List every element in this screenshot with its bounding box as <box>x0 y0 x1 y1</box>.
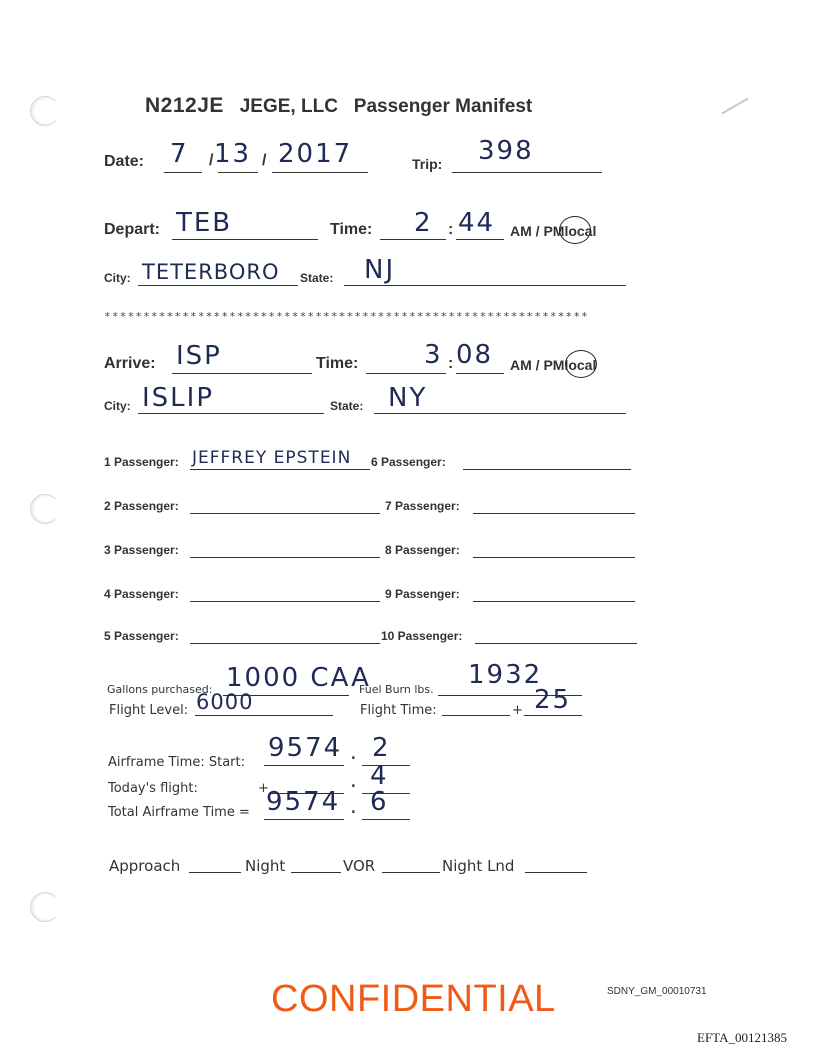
depart-local: local <box>564 223 597 239</box>
passenger-5-label: 5 Passenger: <box>104 629 179 643</box>
depart-label: Depart: <box>104 221 161 238</box>
arrive-state-line <box>374 413 626 414</box>
total-airframe-line <box>264 819 344 820</box>
aircraft-registration: N212JE <box>145 94 224 117</box>
date-sep-2: / <box>262 152 267 169</box>
company-name: JEGE, LLC <box>239 96 338 117</box>
efta-number: EFTA_00121385 <box>697 1030 787 1045</box>
passenger-10-label: 10 Passenger: <box>381 629 463 643</box>
arrive-minute: 08 <box>456 340 494 370</box>
binder-hole-bottom <box>30 892 60 922</box>
vor-line <box>382 872 440 873</box>
depart-minute-line <box>456 239 504 240</box>
flight-level-label: Flight Level: <box>109 703 189 718</box>
trip-label: Trip: <box>412 156 443 172</box>
airframe-start-line <box>264 765 344 766</box>
todays-flight-dot: . <box>350 768 358 792</box>
date-month-line <box>164 172 202 173</box>
arrive-city-line <box>138 413 324 414</box>
trip-number: 398 <box>478 136 534 166</box>
airframe-start-dot: . <box>350 740 358 764</box>
passenger-6-line <box>463 469 631 470</box>
total-airframe-whole: 9574 <box>266 787 341 817</box>
depart-minute: 44 <box>458 208 496 238</box>
depart-pm: PM <box>543 223 565 239</box>
arrive-state-label: State: <box>330 399 364 413</box>
airframe-start-label: Airframe Time: Start: <box>108 755 245 770</box>
section-separator: ************************************************************** <box>104 310 589 323</box>
approach-label: Approach <box>109 857 181 875</box>
date-sep-1: / <box>209 152 214 169</box>
airframe-start-whole: 9574 <box>268 733 343 763</box>
arrive-city-label: City: <box>104 399 131 413</box>
passenger-7-line <box>473 513 635 514</box>
depart-am: AM / <box>510 223 540 239</box>
night-lnd-label: Night Lnd <box>442 857 515 875</box>
depart-hour-line <box>380 239 446 240</box>
passenger-3-line <box>190 557 380 558</box>
passenger-7-label: 7 Passenger: <box>385 499 460 513</box>
smudge-mark <box>722 98 749 115</box>
trip-line <box>452 172 602 173</box>
gallons-purchased-value: 1000 CAA <box>226 663 371 693</box>
total-airframe-tenth: 6 <box>370 787 389 817</box>
depart-airport: TEB <box>176 208 233 238</box>
date-year-line <box>272 172 368 173</box>
flight-time-plus: + <box>512 703 523 718</box>
passenger-2-line <box>190 513 380 514</box>
arrive-label: Arrive: <box>104 355 156 372</box>
todays-flight-tenth: 4 <box>370 761 389 791</box>
flight-time-hours-line <box>442 715 510 716</box>
passenger-1-label: 1 Passenger: <box>104 455 179 469</box>
arrive-hour: 3 <box>424 340 443 370</box>
arrive-local: local <box>564 357 597 373</box>
date-year: 2017 <box>278 139 353 169</box>
passenger-1-line <box>190 469 370 470</box>
depart-hour: 2 <box>414 208 433 238</box>
total-airframe-dot: . <box>350 794 358 818</box>
passenger-3-label: 3 Passenger: <box>104 543 179 557</box>
depart-pm-circle <box>559 216 591 244</box>
passenger-6-label: 6 Passenger: <box>371 455 446 469</box>
arrive-pm: PM <box>543 357 565 373</box>
approach-line <box>189 872 241 873</box>
depart-line <box>172 239 318 240</box>
arrive-state: NY <box>388 383 428 413</box>
document-title: Passenger Manifest <box>353 96 533 117</box>
depart-time-label: Time: <box>330 221 373 238</box>
confidential-stamp: CONFIDENTIAL <box>271 978 556 1020</box>
binder-hole-middle <box>30 494 60 524</box>
binder-hole-top <box>30 96 60 126</box>
night-label: Night <box>245 857 286 875</box>
arrive-airport: ISP <box>176 341 222 371</box>
passenger-9-line <box>473 601 635 602</box>
arrive-colon: : <box>448 355 454 372</box>
night-line <box>291 872 341 873</box>
flight-time-label: Flight Time: <box>360 703 437 718</box>
bates-number: SDNY_GM_00010731 <box>607 986 707 997</box>
passenger-9-label: 9 Passenger: <box>385 587 460 601</box>
depart-city: TETERBORO <box>142 260 280 284</box>
total-airframe-label: Total Airframe Time = <box>108 805 250 820</box>
passenger-2-label: 2 Passenger: <box>104 499 179 513</box>
gallons-purchased-label: Gallons purchased: <box>107 683 213 696</box>
passenger-5-line <box>190 643 380 644</box>
date-month: 7 <box>170 139 189 169</box>
night-lnd-line <box>525 872 587 873</box>
arrive-time-label: Time: <box>316 355 359 372</box>
arrive-pm-circle <box>565 350 597 378</box>
passenger-1-name: JEFFREY EPSTEIN <box>192 448 352 468</box>
arrive-minute-line <box>456 373 504 374</box>
fuel-burn-value: 1932 <box>468 660 543 690</box>
depart-city-line <box>138 285 298 286</box>
passenger-8-line <box>473 557 635 558</box>
arrive-line <box>172 373 312 374</box>
depart-city-label: City: <box>104 271 131 285</box>
arrive-hour-line <box>366 373 446 374</box>
flight-time-minutes: 25 <box>534 685 572 715</box>
total-airframe-tenth-line <box>362 819 410 820</box>
date-label: Date: <box>104 153 145 170</box>
depart-state-line <box>344 285 626 286</box>
todays-flight-plus: + <box>258 781 269 796</box>
fuel-burn-label: Fuel Burn lbs. <box>359 683 434 696</box>
vor-label: VOR <box>343 857 376 875</box>
passenger-4-line <box>190 601 380 602</box>
depart-colon: : <box>448 221 454 238</box>
page-title <box>145 94 532 118</box>
airframe-start-tenth: 2 <box>372 733 391 763</box>
arrive-am: AM / <box>510 357 540 373</box>
passenger-8-label: 8 Passenger: <box>385 543 460 557</box>
date-day: 13 <box>214 139 252 169</box>
passenger-4-label: 4 Passenger: <box>104 587 179 601</box>
passenger-10-line <box>475 643 637 644</box>
flight-time-minutes-line <box>524 715 582 716</box>
todays-flight-label: Today's flight: <box>108 781 198 796</box>
date-day-line <box>218 172 258 173</box>
flight-level-line <box>195 715 333 716</box>
arrive-city: ISLIP <box>142 383 215 413</box>
flight-level-value: 6000 <box>196 690 254 714</box>
depart-state: NJ <box>364 255 396 285</box>
depart-state-label: State: <box>300 271 334 285</box>
